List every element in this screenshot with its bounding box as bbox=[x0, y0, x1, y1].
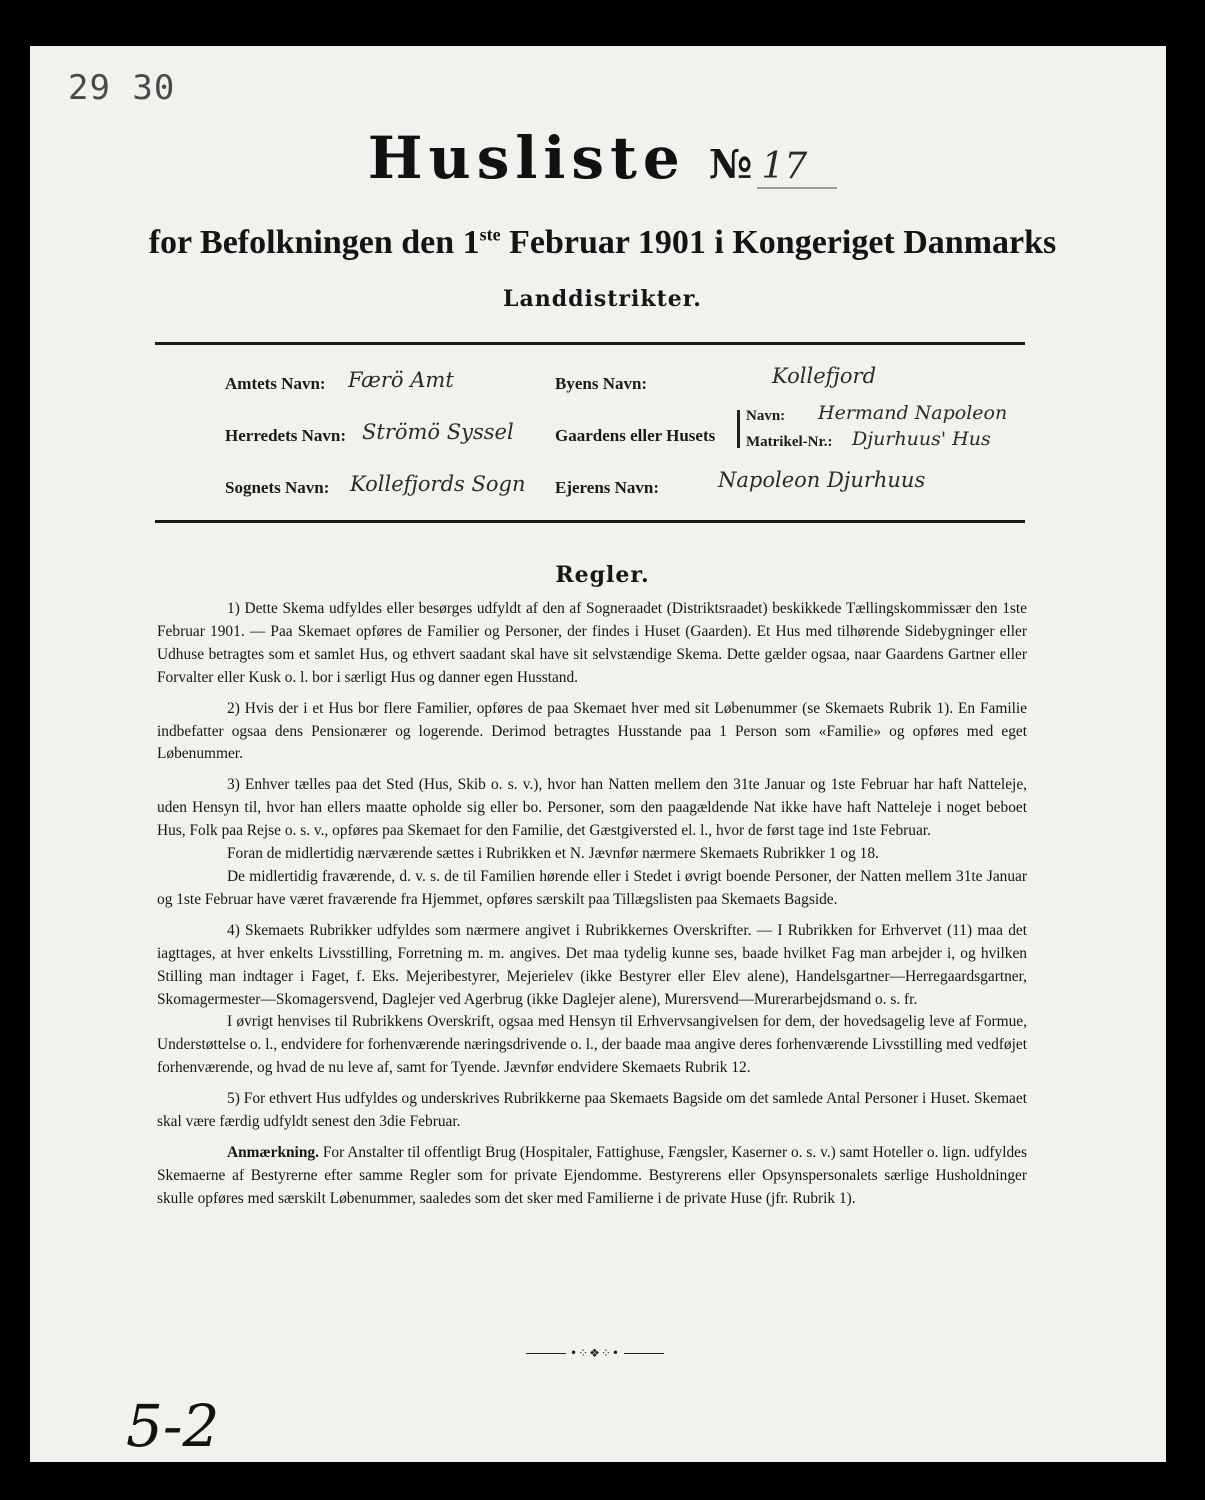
ejer-value: Napoleon Djurhuus bbox=[718, 468, 926, 492]
rule-4-continued: I øvrigt henvises til Rubrikkens Overskrift, ogsaa med Hensyn til Erhvervsangivelsen for dem, der hovedsagelig leve af Formue, Understøttelse o. l., endvidere for forhenværende næringsdrivende o. l., der baade maa angive deres forhenværende Livsstilling med vedføjet forhenværende, og hvad de nu leve af, samt for Tyende. Jævnfør endvidere Skemaets Rubrik 12. bbox=[157, 1013, 1027, 1077]
rules-heading: Regler. bbox=[555, 562, 650, 588]
district-heading: Landdistrikter. bbox=[503, 286, 702, 312]
note-label: Anmærkning. bbox=[227, 1143, 319, 1161]
matrikel-label: Matrikel-Nr.: bbox=[746, 434, 833, 450]
house-number: 17 bbox=[757, 146, 837, 189]
navn-label: Navn: bbox=[746, 408, 786, 424]
sogn-value: Kollefjords Sogn bbox=[350, 472, 526, 496]
subtitle-superscript: ste bbox=[479, 224, 501, 245]
matrikel-value: Djurhuus' Hus bbox=[852, 428, 991, 450]
form-title: Husliste bbox=[367, 124, 686, 192]
navn-value: Hermand Napoleon bbox=[818, 402, 1008, 424]
rules-body bbox=[157, 598, 1027, 1219]
by-label: Byens Navn: bbox=[555, 374, 648, 393]
top-divider bbox=[155, 342, 1025, 345]
ornament-line-left bbox=[526, 1353, 566, 1354]
by-value: Kollefjord bbox=[772, 364, 877, 388]
ornament-glyph: •⁘❖⁘• bbox=[569, 1346, 621, 1360]
ornament-line-right bbox=[624, 1353, 664, 1354]
rule-2: 2) Hvis der i et Hus bor flere Familier, opføres de paa Skemaet hver med sit Løbenummer (se Skemaets Rubrik 1). En Familie indbefatter ogsaa dens Pensionærer og logerende. Derimod betragtes Husstande paa 1 Person som «Familie» og opføres med eget Løbenummer. bbox=[157, 699, 1027, 763]
rule-1: 1) Dette Skema udfyldes eller besørges udfyldt af den af Sogneraadet (Distriktsraadet) beskikkede Tællingskommissær den 1ste Februar 1901. — Paa Skemaet opføres de Familier og Personer, der findes i Huset (Gaarden). Et Hus med tilhørende Sidebygninger eller Udhuse betragtes som et samlet Hus, og ethvert saadant skal have sit selvstændige Skema. Dette gælder ogsaa, naar Gaardens Gartner eller Forvalter eller Kusk o. l. bor i særligt Hus og danner egen Husstand. bbox=[157, 600, 1027, 686]
archive-number: 5-2 bbox=[126, 1392, 220, 1460]
page-number: 29 30 bbox=[68, 68, 176, 108]
bracket bbox=[737, 410, 740, 448]
title-row bbox=[0, 124, 1205, 192]
form-subtitle bbox=[0, 224, 1205, 262]
rule-3-absent: De midlertidig fraværende, d. v. s. de til Familien hørende eller i Stedet i øvrigt boende Personer, der Natten mellem 31te Januar og 1ste Februar have været fraværende fra Hjemmet, opføres særskilt paa Tillægslisten paa Skemaets Bagside. bbox=[157, 867, 1027, 908]
amt-label: Amtets Navn: bbox=[225, 374, 326, 393]
subtitle-end: Februar 1901 i Kongeriget Danmarks bbox=[500, 224, 1057, 261]
gaard-label: Gaardens eller Husets bbox=[555, 426, 716, 445]
ornament-divider bbox=[520, 1346, 670, 1360]
note-text: For Anstalter til offentligt Brug (Hospitaler, Fattighuse, Fængsler, Kaserner o. s. v.) samt Hoteller o. lign. udfyldes Skemaerne af Bestyrerne efter samme Regler som for private Ejendomme. Bestyrerens eller Opsynspersonalets særlige Husholdninger skulle opføres med særskilt Løbenummer, saaledes som det sker med Familierne i de private Huse (jfr. Rubrik 1). bbox=[157, 1143, 1027, 1207]
rule-3: 3) Enhver tælles paa det Sted (Hus, Skib o. s. v.), hvor han Natten mellem den 31te Januar og 1ste Februar har haft Natteleje, uden Hensyn til, hvor han ellers maatte opholde sig eller bo. Personer, som den paagældende Nat ikke have haft Natteleje i noget beboet Hus, Folk paa Rejse o. s. v., opføres paa Skemaet for den Familie, det Gæstgiversted el. l., hvor de først tage ind 1ste Februar. bbox=[157, 776, 1027, 840]
rule-5: 5) For ethvert Hus udfyldes og underskrives Rubrikkerne paa Skemaets Bagside om det samlede Antal Personer i Huset. Skemaet skal være færdig udfyldt senest den 3die Februar. bbox=[157, 1090, 1027, 1131]
bottom-divider bbox=[155, 520, 1025, 523]
rule-3-present: Foran de midlertidig nærværende sættes i Rubrikken et N. Jævnfør nærmere Skemaets Rubrikker 1 og 18. bbox=[227, 845, 879, 863]
subtitle-start: for Befolkningen den 1 bbox=[148, 224, 480, 261]
herred-label: Herredets Navn: bbox=[225, 426, 347, 445]
sogn-label: Sognets Navn: bbox=[225, 478, 330, 497]
rule-note bbox=[157, 1142, 1027, 1211]
herred-value: Strömö Syssel bbox=[362, 420, 514, 444]
amt-value: Færö Amt bbox=[348, 368, 454, 392]
rule-4: 4) Skemaets Rubrikker udfyldes som nærmere angivet i Rubrikkernes Overskrifter. — I Rubrikken for Erhvervet (11) maa det iagttages, at hver enkelts Livsstilling, Forretning m. m. angives. Det maa tydelig kunne ses, baade hvilket Fag man arbejder i, og hvilken Stilling man indtager i Faget, f. Eks. Mejeribestyrer, Mejerielev (ikke Bestyrer eller Elev alene), Handelsgartner—Herregaardsgartner, Skomagermester—Skomagersvend, Daglejer ved Agerbrug (ikke Daglejer alene), Murersvend—Murerarbejdsmand o. s. fr. bbox=[157, 921, 1027, 1008]
ejer-label: Ejerens Navn: bbox=[555, 478, 660, 497]
number-label: № bbox=[708, 141, 753, 188]
